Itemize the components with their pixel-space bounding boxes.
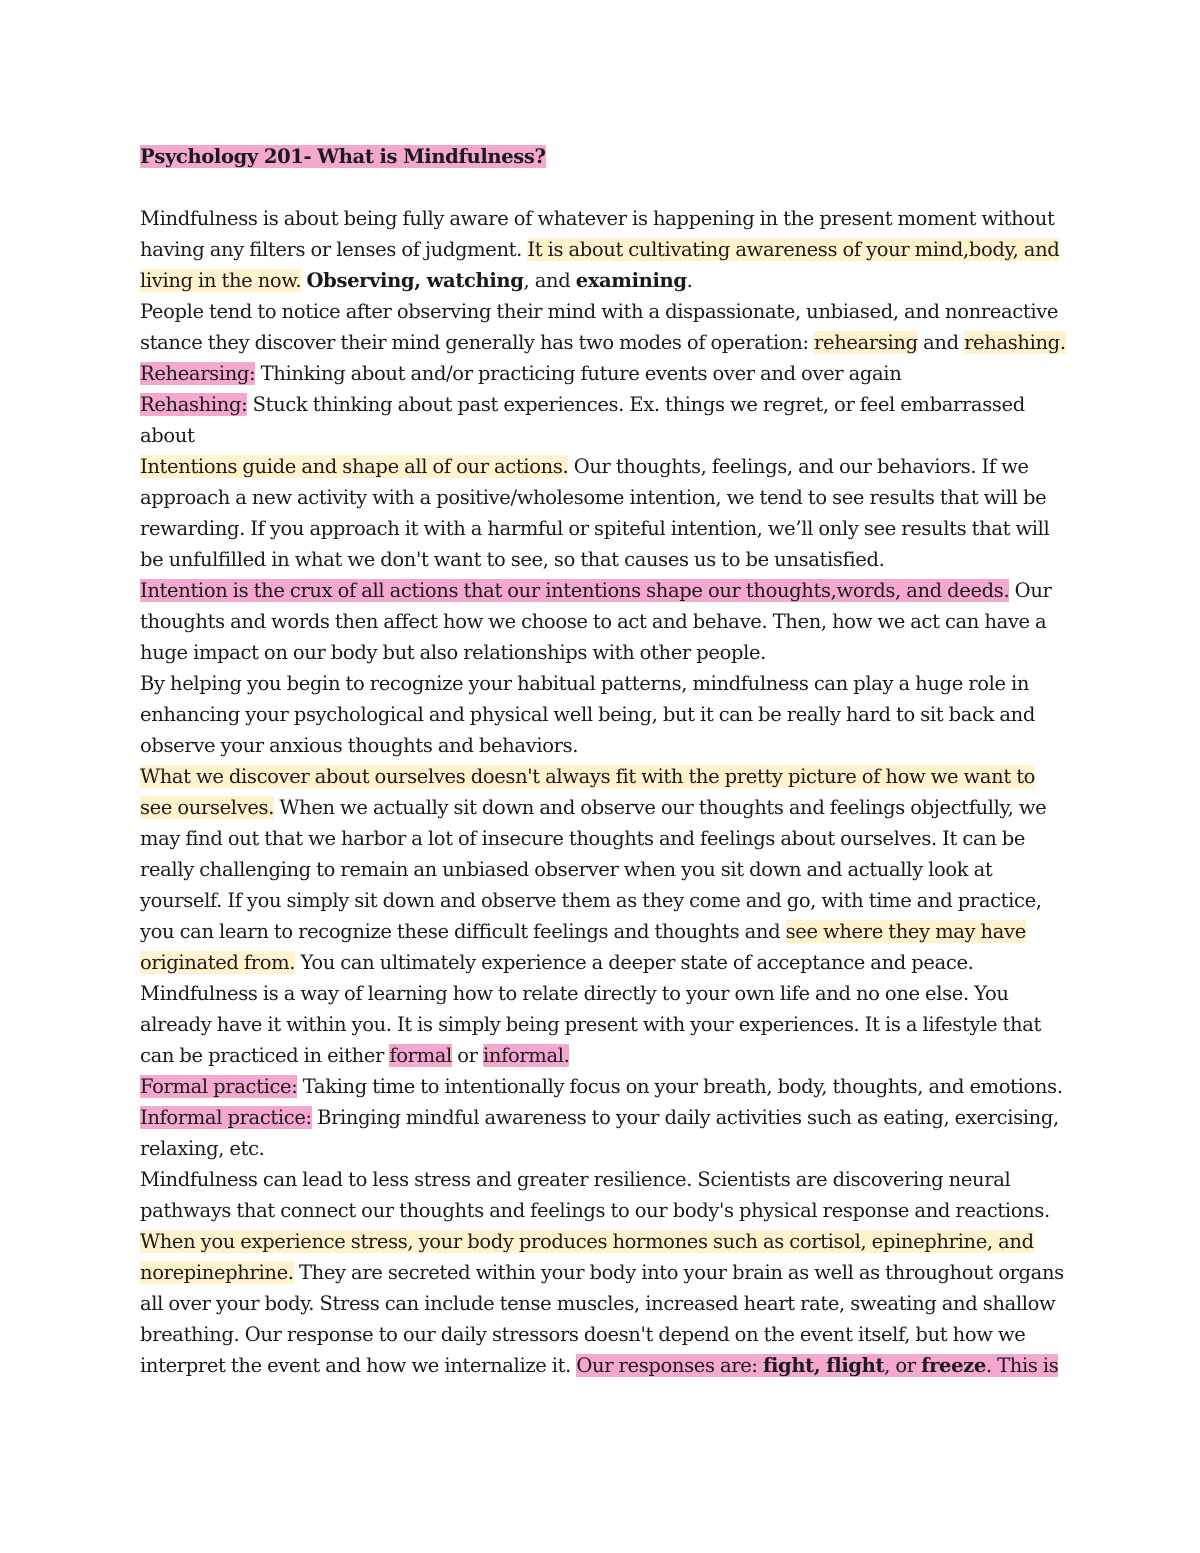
paragraph-informal-practice	[140, 1102, 1070, 1164]
paragraph-rehearsing	[140, 358, 1070, 389]
text-run: Mindfulness is a way of learning how to relate directly to your own life and no one else. You already have it within you. It is simply being present with your experiences. It is a lifestyle that can be practiced in either	[140, 982, 1041, 1067]
text-run: People tend to notice after observing their mind with a dispassionate, unbiased, and nonreactive stance they discover their mind generally has two modes of operation:	[140, 300, 1059, 354]
highlight-yellow: When you experience stress, your body produces hormones such as cortisol, epinephrine, and norepinephrine.	[140, 1230, 1034, 1284]
highlight-yellow: It is about cultivating awareness of your mind,body, and living in the now.	[140, 238, 1060, 292]
text-run: Our responses are:	[576, 1354, 763, 1377]
highlight-yellow: see where they may have originated from.	[140, 920, 1026, 974]
term-formal: formal	[389, 1044, 452, 1067]
text-run: Mindfulness is about being fully aware of whatever is happening in the present moment without having any filters or lenses of judgment.	[140, 207, 1055, 261]
text-run: .	[686, 269, 693, 292]
text-run: . This is	[985, 1354, 1059, 1377]
paragraph-formal-practice	[140, 1071, 1070, 1102]
bold-term-observing: Observing	[306, 269, 415, 292]
term-rehashing: Rehashing:	[140, 393, 248, 416]
text-run: Thinking about and/or practicing future events over and over again	[255, 362, 902, 385]
highlight-yellow: Intentions guide and shape all of our actions.	[140, 455, 569, 478]
text-run: Mindfulness can lead to less stress and greater resilience. Scientists are discovering neural pathways that connect our thoughts and feelings to our body's physical response and reactions.	[140, 1168, 1050, 1222]
bold-term-fight: fight	[762, 1354, 814, 1377]
term-rehearsing: Rehearsing:	[140, 362, 256, 385]
bold-term-watching: watching	[426, 269, 524, 292]
paragraph-two-modes	[140, 296, 1070, 358]
text-run: They are secreted within your body into your brain as well as throughout organs all over your body. Stress can include tense muscles, increased heart rate, sweating and shallow breathing. Our response to our daily stressors doesn't depend on the event itself, but how we interpret the event and how we internalize it.	[140, 1261, 1064, 1377]
highlight-pink-responses	[576, 1354, 1058, 1377]
highlight-pink: Intention is the crux of all actions that our intentions shape our thoughts,words, and deeds.	[140, 579, 1010, 602]
text-run: Taking time to intentionally focus on your breath, body, thoughts, and emotions.	[297, 1075, 1063, 1098]
text-run: or	[451, 1044, 483, 1067]
text-run: Our thoughts, feelings, and our behaviors. If we approach a new activity with a positive/wholesome intention, we tend to see results that will be rewarding. If you approach it with a harmful or spiteful intention, we’ll only see results that will be unfulfilled in what we don't want to see, so that causes us to be unsatisfied.	[140, 455, 1050, 571]
paragraph-stress	[140, 1164, 1070, 1381]
bold-term-examining: examining	[575, 269, 687, 292]
paragraph-mindfulness-definition	[140, 203, 1070, 296]
document-body	[140, 141, 1070, 1381]
paragraph-way-of-learning	[140, 978, 1070, 1071]
text-run: Bringing mindful awareness to your daily activities such as eating, exercising, relaxing, etc.	[140, 1106, 1059, 1160]
paragraph-rehashing	[140, 389, 1070, 451]
highlight-yellow: What we discover about ourselves doesn't always fit with the pretty picture of how we want to see ourselves.	[140, 765, 1036, 819]
paragraph-discover-ourselves	[140, 761, 1070, 978]
text-run: When we actually sit down and observe our thoughts and feelings objectfully, we may find out that we harbor a lot of insecure thoughts and feelings about ourselves. It can be really challenging to remain an unbiased observer when you sit down and actually look at yourself. If you simply sit down and observe them as they come and go, with time and practice, you can learn to recognize these difficult feelings and thoughts and	[140, 796, 1047, 943]
text-run: You can ultimately experience a deeper state of acceptance and peace.	[295, 951, 974, 974]
term-formal-practice: Formal practice:	[140, 1075, 298, 1098]
text-run: Stuck thinking about past experiences. Ex. things we regret, or feel embarrassed about	[140, 393, 1025, 447]
term-informal: informal.	[482, 1044, 570, 1067]
text-run: , and	[523, 269, 576, 292]
paragraph-intention-crux	[140, 575, 1070, 668]
text-run: , or	[884, 1354, 922, 1377]
document-title: Psychology 201- What is Mindfulness?	[140, 145, 546, 168]
highlight-yellow: rehearsing	[814, 331, 918, 354]
text-run: Our thoughts and words then affect how we choose to act and behave. Then, how we act can have a huge impact on our body but also relationships with other people.	[140, 579, 1052, 664]
bold-term-freeze: freeze	[921, 1354, 986, 1377]
text-run: ,	[414, 269, 427, 292]
term-informal-practice: Informal practice:	[140, 1106, 312, 1129]
paragraph-habitual-patterns: By helping you begin to recognize your habitual patterns, mindfulness can play a huge role in enhancing your psychological and physical well being, but it can be really hard to sit back and observe your anxious thoughts and behaviors.	[140, 672, 1035, 757]
paragraph-intentions	[140, 451, 1070, 575]
bold-term-flight: flight	[826, 1354, 885, 1377]
document-title-line	[140, 141, 1070, 172]
highlight-yellow: rehashing.	[964, 331, 1066, 354]
text-run: and	[917, 331, 965, 354]
text-run: ,	[813, 1354, 827, 1377]
